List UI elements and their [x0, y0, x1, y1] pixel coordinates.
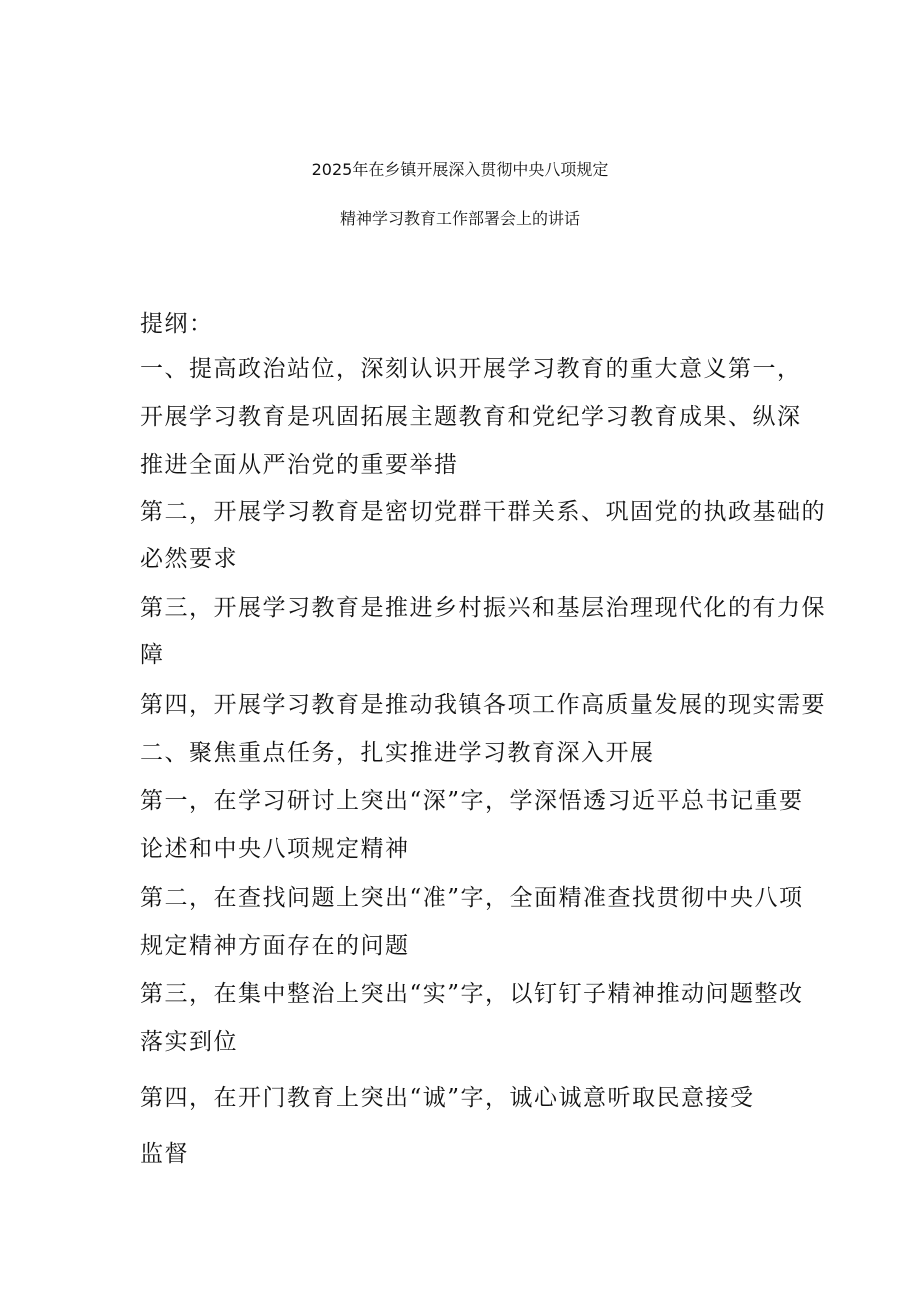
document-title-line-2: 精神学习教育工作部署会上的讲话 [339, 209, 580, 228]
document-title-line-1: 2025年在乡镇开展深入贯彻中央八项规定 [311, 160, 609, 179]
outline-label: 提纲： [140, 311, 214, 337]
body-line: 一、提高政治站位，深刻认识开展学习教育的重大意义第一， [140, 356, 802, 382]
body-line: 论述和中央八项规定精神 [140, 836, 410, 862]
body-line: 第四，在开门教育上突出“诚”字，诚心诚意听取民意接受 [140, 1085, 755, 1111]
body-line: 第四，开展学习教育是推动我镇各项工作高质量发展的现实需要 [140, 692, 826, 718]
body-line: 二、聚焦重点任务，扎实推进学习教育深入开展 [140, 740, 655, 766]
body-line: 落实到位 [140, 1029, 238, 1055]
body-line: 障 [140, 642, 165, 668]
body-line: 规定精神方面存在的问题 [140, 933, 410, 959]
body-line: 监督 [140, 1141, 189, 1167]
body-line: 第二，开展学习教育是密切党群干群关系、巩固党的执政基础的 [140, 499, 826, 525]
body-line: 推进全面从严治党的重要举措 [140, 452, 459, 478]
body-line: 第三，在集中整治上突出“实”字，以钉钉子精神推动问题整改 [140, 981, 804, 1007]
body-line: 开展学习教育是巩固拓展主题教育和党纪学习教育成果、纵深 [140, 404, 802, 430]
body-line: 第一，在学习研讨上突出“深”字，学深悟透习近平总书记重要 [140, 788, 804, 814]
body-line: 必然要求 [140, 546, 238, 572]
body-line: 第三，开展学习教育是推进乡村振兴和基层治理现代化的有力保 [140, 595, 826, 621]
body-line: 第二，在查找问题上突出“准”字，全面精准查找贯彻中央八项 [140, 885, 804, 911]
